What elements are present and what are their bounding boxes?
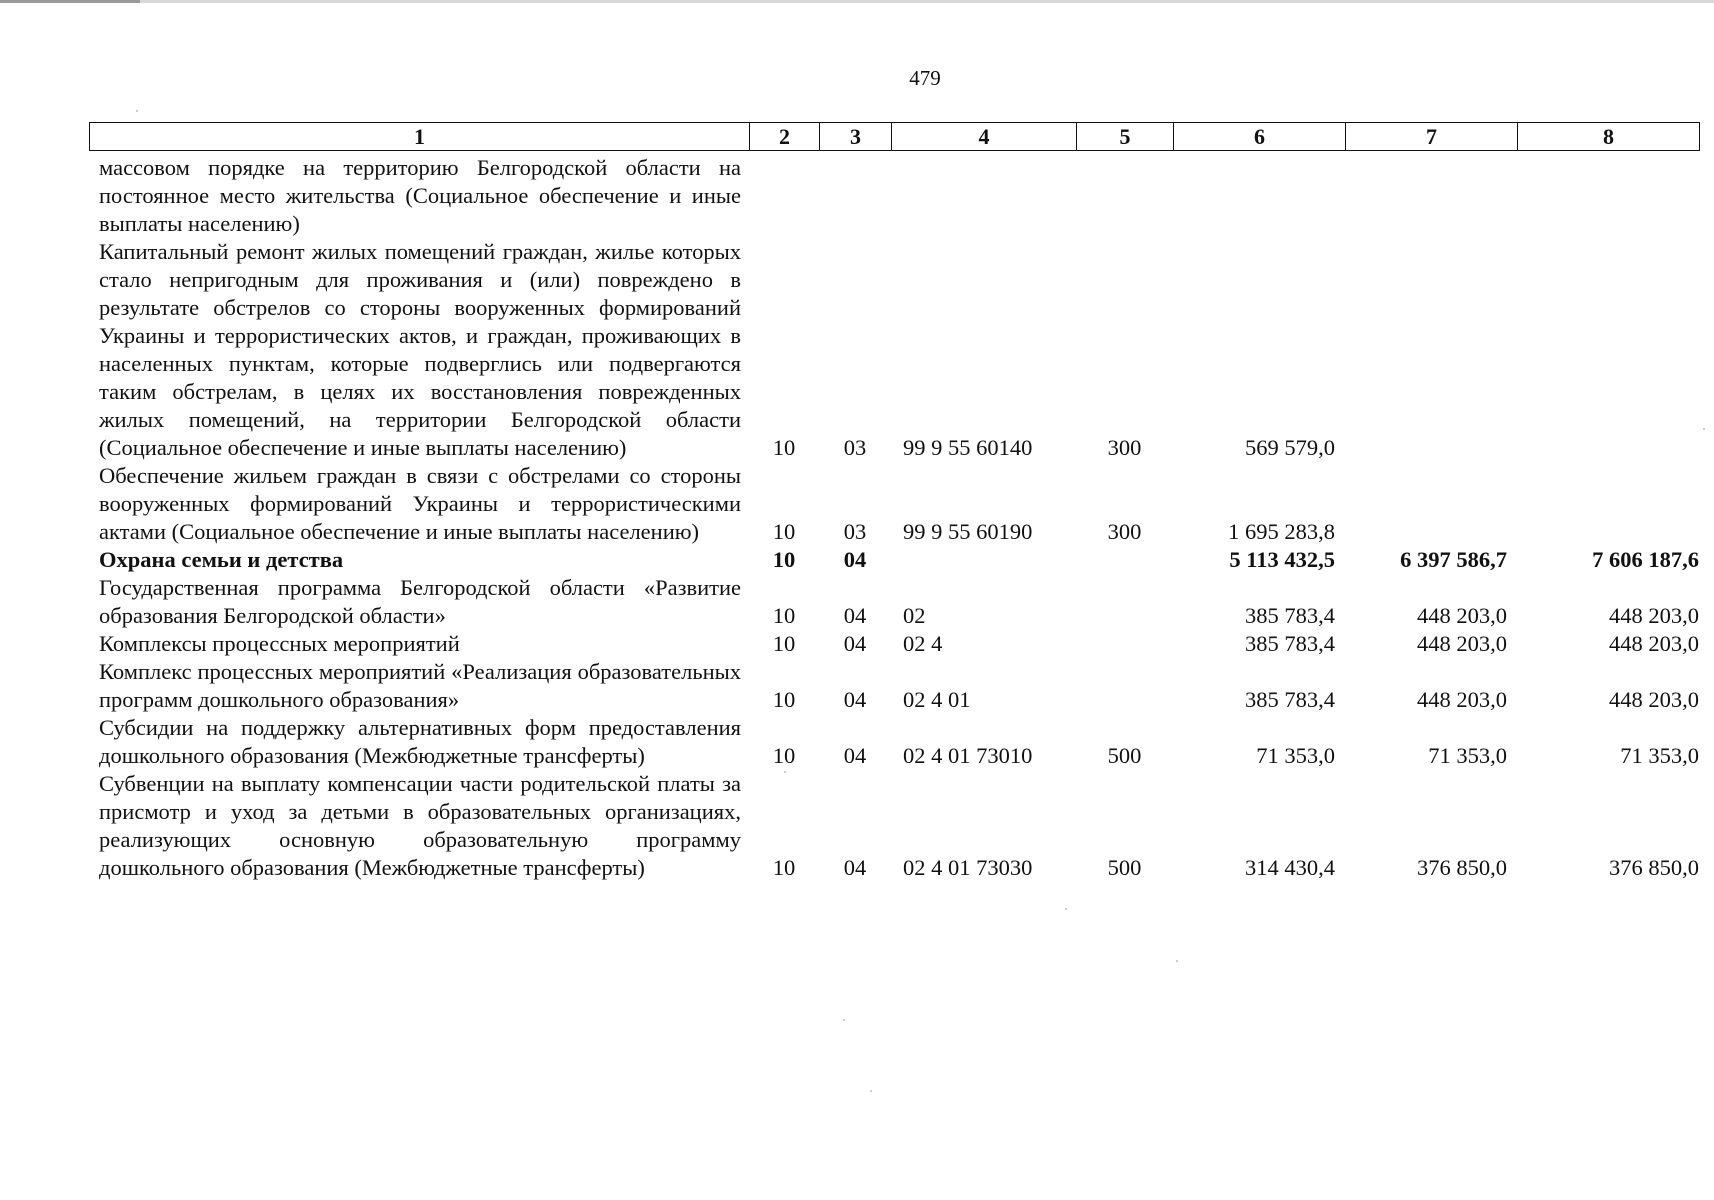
header-col-4: 4 — [892, 123, 1077, 151]
row-amount-col8: 71 353,0 — [1620, 743, 1699, 768]
table-row — [89, 462, 1699, 546]
row-amount-col6: 314 430,4 — [1245, 855, 1335, 880]
row-subsection: 04 — [843, 547, 867, 572]
row-section: 10 — [772, 519, 796, 544]
row-amount-col8: 376 850,0 — [1609, 855, 1699, 880]
row-subsection: 04 — [843, 855, 867, 880]
row-amount-col6: 5 113 432,5 — [1229, 547, 1335, 572]
row-amount-col8: 7 606 187,6 — [1592, 547, 1699, 572]
row-section — [749, 154, 819, 238]
table-row — [89, 630, 1699, 658]
row-section: 10 — [772, 855, 796, 880]
row-subsection: 04 — [843, 687, 867, 712]
table-row — [89, 714, 1699, 770]
row-amount-col8 — [1517, 238, 1699, 462]
header-col-6: 6 — [1174, 123, 1346, 151]
row-amount-col7 — [1345, 154, 1517, 238]
row-amount-col7: 448 203,0 — [1417, 631, 1507, 656]
table-row — [89, 574, 1699, 630]
row-subsection: 03 — [843, 435, 867, 460]
row-amount-col8 — [1517, 462, 1699, 546]
row-section: 10 — [772, 743, 796, 768]
row-expense-type: 300 — [1107, 435, 1142, 460]
page-number: 479 — [909, 66, 941, 90]
row-target-article: 02 — [903, 603, 926, 628]
row-amount-col6: 385 783,4 — [1245, 687, 1335, 712]
header-col-3: 3 — [820, 123, 892, 151]
row-target-article: 02 4 01 73030 — [903, 855, 1033, 880]
row-amount-col6 — [1173, 154, 1345, 238]
row-amount-col7 — [1345, 462, 1517, 546]
row-target-article: 02 4 01 73010 — [903, 743, 1033, 768]
row-amount-col7: 71 353,0 — [1428, 743, 1507, 768]
row-target-article — [891, 154, 1076, 238]
row-name: Государственная программа Белгородской области «Развитие образования Белгородской области» — [99, 575, 741, 628]
row-expense-type: 500 — [1107, 855, 1142, 880]
scan-speck — [136, 110, 138, 112]
row-target-article: 99 9 55 60140 — [903, 435, 1033, 460]
row-amount-col8: 448 203,0 — [1609, 631, 1699, 656]
row-name: Субвенции на выплату компенсации части родительской платы за присмотр и уход за детьми в образовательных организациях, реализующих основную образовательную программу дошкольного образования (Межбюджетные трансферты) — [99, 771, 741, 880]
row-amount-col7: 376 850,0 — [1417, 855, 1507, 880]
row-name: Комплексы процессных мероприятий — [99, 631, 460, 656]
scan-speck — [784, 771, 786, 773]
row-subsection: 03 — [843, 519, 867, 544]
scan-speck — [843, 1019, 845, 1021]
row-amount-col6: 385 783,4 — [1245, 631, 1335, 656]
row-target-article — [891, 546, 1076, 574]
row-expense-type — [1076, 574, 1173, 630]
row-target-article: 99 9 55 60190 — [903, 519, 1033, 544]
row-name: Обеспечение жильем граждан в связи с обстрелами со стороны вооруженных формирований Украины и террористическими актами (Социальное обеспечение и иные выплаты населению) — [99, 463, 741, 544]
row-name: Охрана семьи и детства — [99, 547, 344, 572]
row-amount-col7 — [1345, 238, 1517, 462]
scan-speck — [870, 1090, 872, 1092]
row-name: массовом порядке на территорию Белгородской области на постоянное место жительства (Социальное обеспечение и иные выплаты населению) — [99, 155, 741, 236]
row-expense-type: 500 — [1107, 743, 1142, 768]
scan-speck — [1703, 428, 1705, 430]
scan-speck — [1176, 960, 1178, 962]
row-expense-type — [1076, 658, 1173, 714]
table-body — [89, 154, 1699, 882]
row-amount-col8: 448 203,0 — [1609, 603, 1699, 628]
header-col-7: 7 — [1346, 123, 1518, 151]
row-section: 10 — [772, 603, 796, 628]
header-col-1: 1 — [90, 123, 750, 151]
row-expense-type — [1076, 630, 1173, 658]
scan-mark — [0, 0, 140, 3]
row-amount-col6: 385 783,4 — [1245, 603, 1335, 628]
row-target-article: 02 4 — [903, 631, 943, 656]
table-row — [89, 770, 1699, 882]
row-amount-col6: 569 579,0 — [1245, 435, 1335, 460]
row-amount-col7: 6 397 586,7 — [1400, 547, 1507, 572]
row-name: Комплекс процессных мероприятий «Реализация образовательных программ дошкольного образования» — [99, 659, 741, 712]
table-row-section-heading — [89, 546, 1699, 574]
row-expense-type — [1076, 154, 1173, 238]
row-section: 10 — [772, 631, 796, 656]
table-row — [89, 658, 1699, 714]
column-header-table — [89, 122, 1700, 151]
row-expense-type: 300 — [1107, 519, 1142, 544]
row-amount-col7: 448 203,0 — [1417, 687, 1507, 712]
row-subsection: 04 — [843, 743, 867, 768]
header-col-8: 8 — [1518, 123, 1700, 151]
row-amount-col6: 1 695 283,8 — [1228, 519, 1335, 544]
row-subsection: 04 — [843, 631, 867, 656]
row-name: Капитальный ремонт жилых помещений граждан, жилье которых стало непригодным для проживания и (или) повреждено в результате обстрелов со стороны вооруженных формирований Украины и террористических актов, и граждан, проживающих в населенных пунктам, которые подверглись или подвергаются таким обстрелам, в целях их восстановления поврежденных жилых помещений, на территории Белгородской области (Социальное обеспечение и иные выплаты населению) — [99, 239, 741, 460]
row-amount-col8 — [1517, 154, 1699, 238]
row-name: Субсидии на поддержку альтернативных форм предоставления дошкольного образования (Межбюджетные трансферты) — [99, 715, 741, 768]
scan-speck — [1065, 908, 1067, 910]
scan-edge — [0, 0, 1714, 3]
row-amount-col8: 448 203,0 — [1609, 687, 1699, 712]
header-col-5: 5 — [1077, 123, 1174, 151]
row-amount-col6: 71 353,0 — [1256, 743, 1335, 768]
row-target-article: 02 4 01 — [903, 687, 971, 712]
header-row — [90, 123, 1700, 151]
row-section: 10 — [772, 547, 796, 572]
row-subsection — [819, 154, 891, 238]
row-subsection: 04 — [843, 603, 867, 628]
row-amount-col7: 448 203,0 — [1417, 603, 1507, 628]
header-col-2: 2 — [750, 123, 820, 151]
budget-table — [89, 154, 1699, 882]
row-section: 10 — [772, 687, 796, 712]
row-expense-type — [1076, 546, 1173, 574]
table-row — [89, 154, 1699, 238]
row-section: 10 — [772, 435, 796, 460]
table-row — [89, 238, 1699, 462]
